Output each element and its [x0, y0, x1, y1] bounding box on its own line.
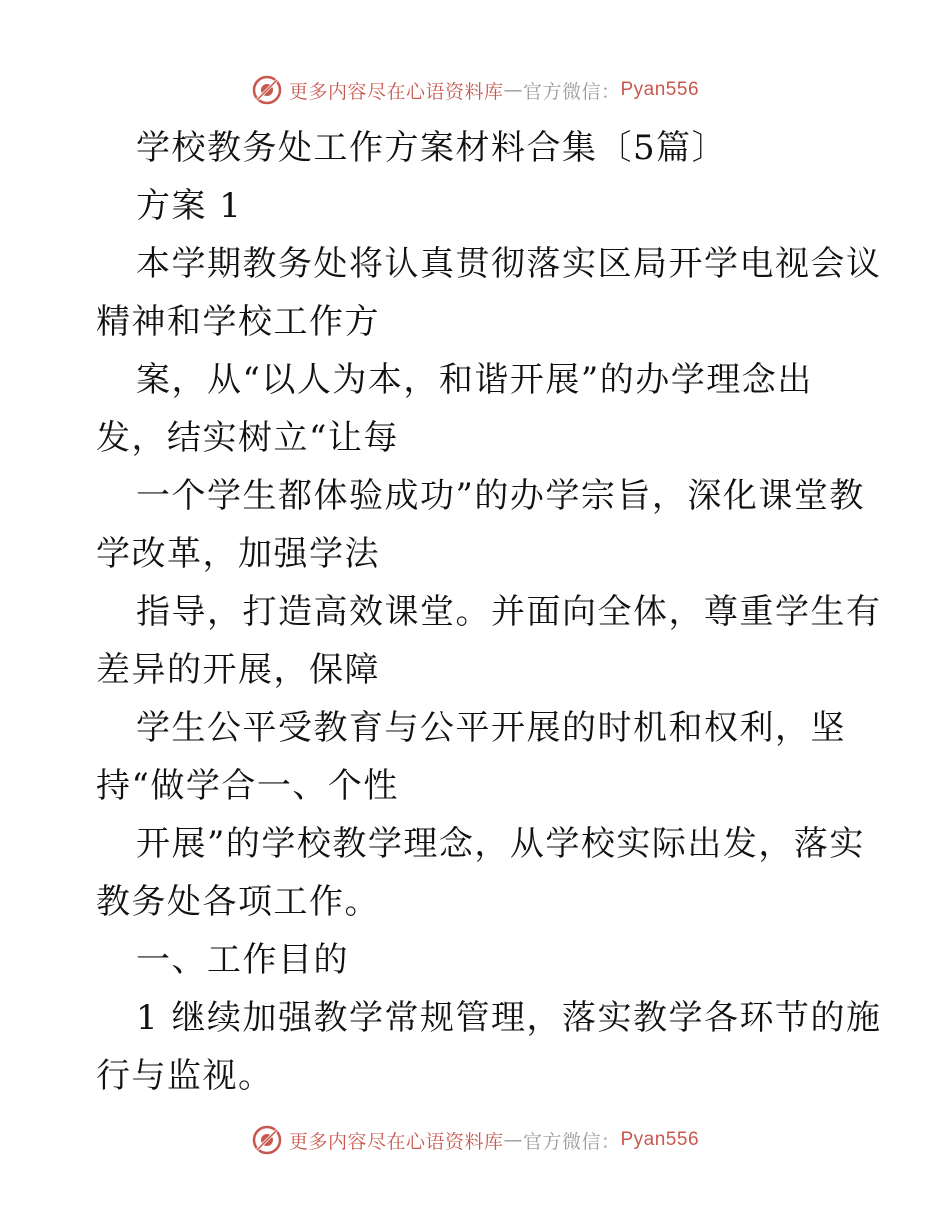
paragraph-line: 1 继续加强教学常规管理，落实教学各环节的施: [136, 998, 882, 1038]
paragraph-line: 案，从“以人为本，和谐开展”的办学理念出: [136, 360, 813, 400]
banner-dash: —: [503, 1129, 523, 1151]
banner-main-text: 更多内容尽在心语资料库: [288, 1130, 504, 1153]
banner-wechat-label: 官方微信：: [522, 80, 621, 103]
section-heading: 方案 1: [136, 186, 243, 226]
paragraph-line: 指导，打造高效课堂。并面向全体，尊重学生有: [136, 592, 882, 632]
paragraph-line: 本学期教务处将认真贯彻落实区局开学电视会议: [136, 244, 882, 284]
paragraph-line: 发，结实树立“让每: [96, 418, 399, 458]
banner-main-text: 更多内容尽在心语资料库: [288, 80, 504, 103]
paragraph-line: 一个学生都体验成功”的办学宗旨，深化课堂教: [136, 476, 865, 516]
banner-wechat-id: Pyan556: [620, 79, 700, 100]
section-heading: 一、工作目的: [136, 940, 349, 980]
paragraph-line: 学改革，加强学法: [96, 534, 380, 574]
paragraph-line: 差异的开展，保障: [96, 650, 380, 690]
header-banner: [0, 70, 950, 110]
paragraph-line: 教务处各项工作。: [96, 882, 380, 922]
paragraph-line: 持“做学合一、个性: [96, 766, 399, 806]
logo-icon: [251, 74, 283, 106]
document-body: [96, 119, 882, 1105]
document-title: 学校教务处工作方案材料合集〔5篇〕: [136, 128, 728, 168]
paragraph-line: 学生公平受教育与公平开展的时机和权利，坚: [136, 708, 846, 748]
paragraph-line: 行与监视。: [96, 1056, 274, 1096]
paragraph-line: 开展”的学校教学理念，从学校实际出发，落实: [136, 824, 865, 864]
paragraph-line: 精神和学校工作方: [96, 302, 380, 342]
logo-icon: [251, 1124, 283, 1156]
banner-wechat-label: 官方微信：: [522, 1130, 621, 1153]
footer-banner: [0, 1120, 950, 1160]
banner-dash: —: [503, 79, 523, 101]
banner-wechat-id: Pyan556: [620, 1129, 700, 1150]
